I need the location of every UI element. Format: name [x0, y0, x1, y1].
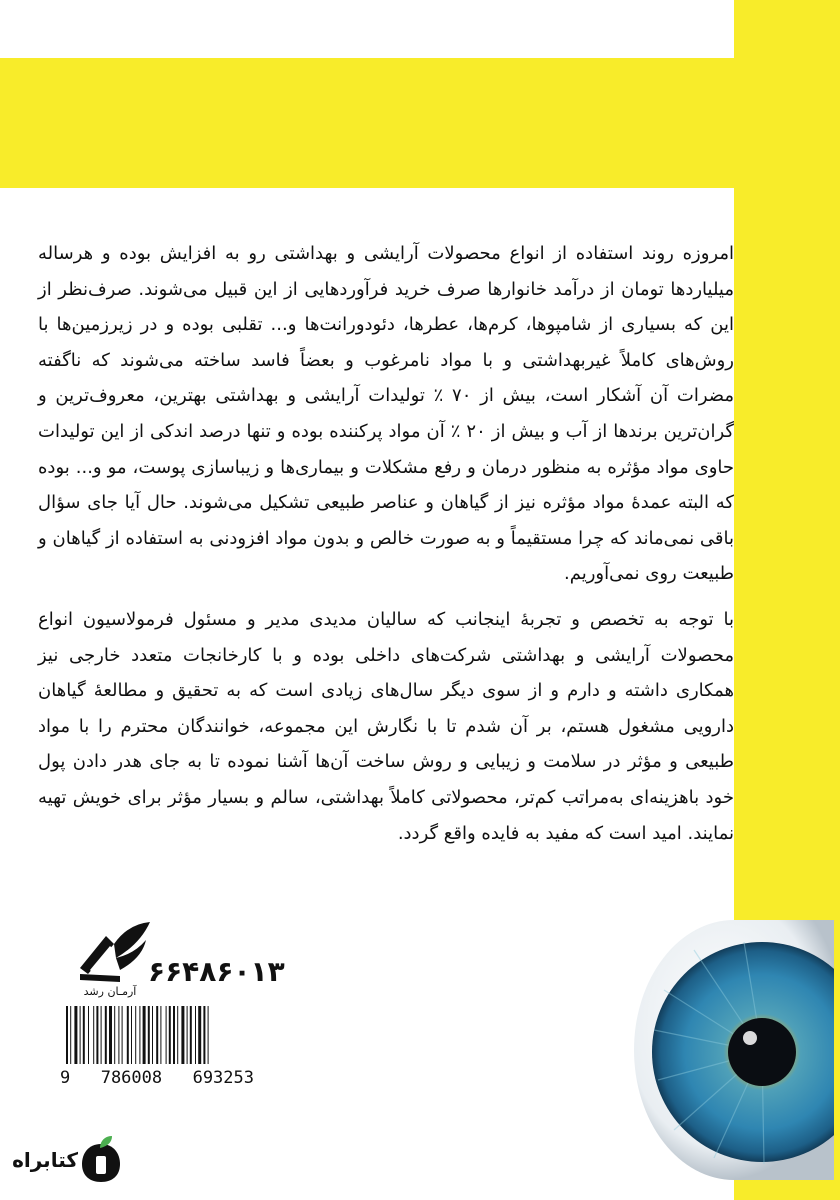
barcode-digits	[60, 1068, 254, 1088]
publisher-phone: ۶۶۴۸۶۰۱۳	[148, 955, 285, 988]
ketabrah-logo-icon	[78, 1134, 124, 1184]
paragraph-1: امروزه روند استفاده از انواع محصولات آرایشی و بهداشتی رو به افزایش بوده و هرساله میلیاردها تومان از درآمد خانوارها صرف خرید فرآوردهایی از این قبیل می‌شوند. صرف‌نظر از این که بسیاری از شامپوها، کرم‌ها، عطرها، دئودورانت‌ها و... تقلبی بوده و در زیرزمین‌ها با روش‌های کاملاً غیربهداشتی و با مواد نامرغوب و بعضاً فاسد ساخته می‌شوند که ناگفته مضرات آن آشکار است، بیش از ۷۰ ٪ تولیدات آرایشی و بهداشتی بهترین، معروف‌ترین و گران‌ترین برندها از آب و بیش از ۲۰ ٪ آن مواد پرکننده بوده و تنها درصد اندکی از این تولیدات حاوی مواد مؤثره به منظور درمان و رفع مشکلات و بیماری‌ها و زیباسازی پوست، مو و... بوده که البته عمدهٔ مواد مؤثره نیز از گیاهان و عناصر طبیعی تشکیل می‌شوند. حال آیا جای سؤال باقی نمی‌ماند که چرا مستقیماً و به صورت خالص و بدون مواد افزودنی به استفاده از گیاهان و طبیعت روی نمی‌آوریم.	[38, 243, 735, 585]
yellow-top-band	[0, 58, 734, 188]
barcode-digit-group: 786008	[100, 1068, 163, 1088]
store-name: کتابراه	[12, 1148, 78, 1172]
open-book-icon	[76, 918, 154, 984]
barcode-digit-group: 693253	[192, 1068, 254, 1088]
barcode	[60, 1006, 254, 1066]
publisher-name: آرمـان رشد	[83, 985, 137, 998]
paragraph-2: با توجه به تخصص و تجربهٔ اینجانب که سالیان مدیدی مدیر و مسئول فرمولاسیون انواع محصولات آرایشی و بهداشتی شرکت‌های داخلی بوده و با کارخانجات متعدد خارجی نیز همکاری داشته و دارم و از سوی دیگر سال‌های زیادی است که به تحقیق و مطالعهٔ گیاهان دارویی مشغول هستم، بر آن شدم تا با نگارش این مجموعه، خوانندگان محترم را با مواد طبیعی و مؤثر در سلامت و زیبایی و روش ساخت آن‌ها آشنا نموده تا به جای هدر دادن پول خود باهزینه‌ای به‌مراتب کم‌تر، محصولاتی کاملاً بهداشتی، سالم و بسیار مؤثر برای خویش تهیه نمایند. امید است که مفید به فایده واقع گردد.	[38, 608, 734, 844]
barcode-digit-group: 9	[60, 1068, 71, 1088]
eye-image	[634, 920, 834, 1180]
back-cover-text	[38, 236, 734, 851]
